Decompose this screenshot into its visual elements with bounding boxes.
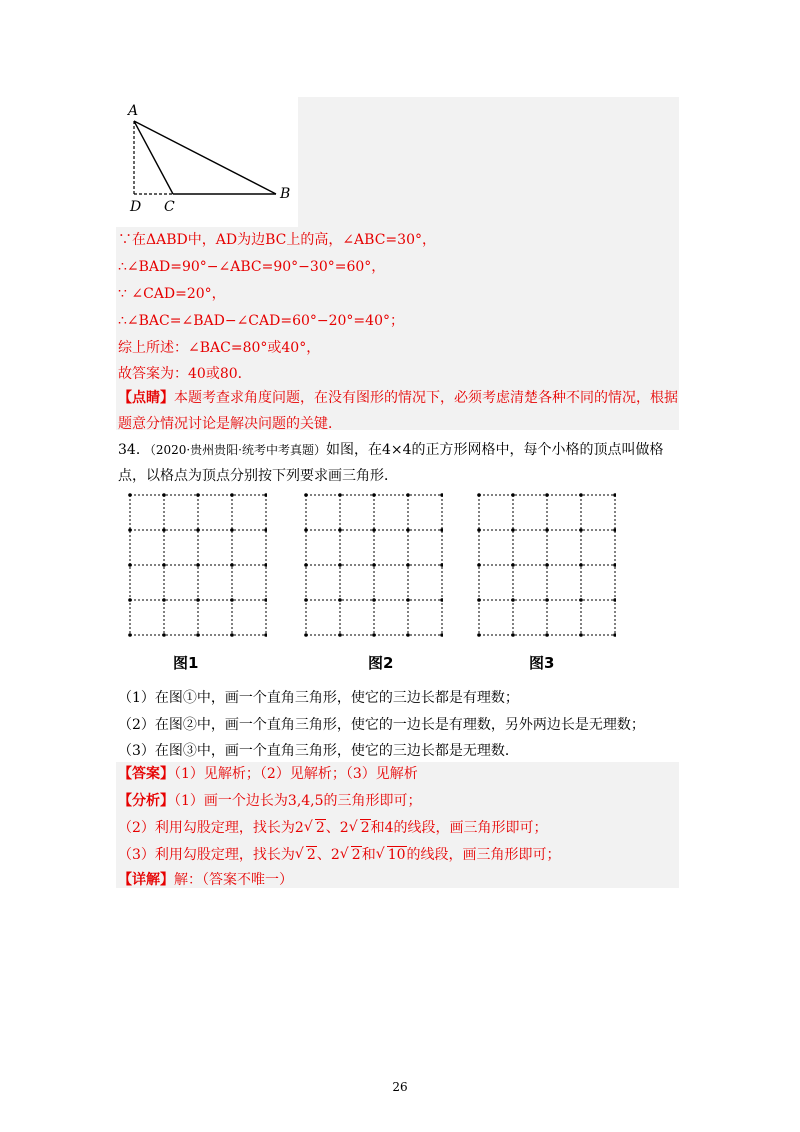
grid-point: [511, 598, 515, 602]
figure-caption-1: 图1: [173, 654, 199, 672]
grid-point: [613, 598, 616, 602]
grid-point: [579, 598, 583, 602]
grid-point: [511, 563, 515, 567]
analysis-tag: 【分析】: [118, 793, 174, 809]
grid-figure-3: [476, 490, 616, 640]
grid-point: [304, 598, 308, 602]
grid-point: [477, 563, 481, 567]
grid-point: [304, 528, 308, 532]
analysis-text-2: （2）利用勾股定理，找长为: [118, 820, 295, 836]
solution-panel: [298, 97, 679, 227]
vertex-label-c: C: [164, 199, 175, 215]
grid-point: [613, 528, 616, 532]
solution-line: ∵在ΔABD中，AD为边BC上的高，∠ABC=30°，: [118, 232, 436, 248]
comment-text: 本题考查求角度问题，在没有图形的情况下，必须考虑清楚各种不同的情况，根据题意分情况讨论是解决问题的关键．: [118, 390, 678, 432]
grid-point: [372, 598, 376, 602]
radicand: 10: [387, 847, 406, 863]
grid-point: [579, 633, 583, 637]
sqrt: [349, 818, 371, 838]
grid-point: [440, 633, 443, 637]
vertex-label-b: B: [280, 186, 291, 202]
grid-point: [230, 563, 234, 567]
grid-figure-1: [127, 490, 267, 640]
grid-point: [613, 563, 616, 567]
sqrt: [376, 845, 407, 865]
sqrt: [304, 818, 326, 838]
analysis-text-3-end: 的线段，画三角形即可；: [406, 847, 561, 863]
grid-point: [511, 493, 515, 497]
grid-point: [440, 493, 443, 497]
vertex-label-a: A: [128, 103, 139, 119]
grid-point: [545, 598, 549, 602]
grid-point: [545, 528, 549, 532]
sqrt: [340, 845, 362, 865]
part-3: （3）在图③中，画一个直角三角形，使它的三边长都是无理数．: [118, 743, 519, 759]
grid-point: [440, 563, 443, 567]
answer-tag: 【答案】: [118, 766, 174, 782]
grid-point: [304, 493, 308, 497]
side-ab: [134, 121, 276, 194]
coef: 2: [339, 820, 349, 836]
figure-caption-3: 图3: [529, 654, 555, 672]
grid-point: [230, 633, 234, 637]
grid-point: [338, 598, 342, 602]
solution-line: 故答案为：40或80．: [118, 366, 252, 382]
grid-point: [477, 493, 481, 497]
grid-point: [196, 493, 200, 497]
grid-point: [372, 493, 376, 497]
analysis-text-2-end: 和4的线段，画三角形即可；: [370, 820, 548, 836]
grid-point: [128, 528, 132, 532]
grid-point: [264, 528, 267, 532]
grid-point: [162, 528, 166, 532]
grid-point: [162, 563, 166, 567]
grid-point: [579, 493, 583, 497]
grid-point: [338, 528, 342, 532]
solution-line: 综上所述：∠BAC=80°或40°，: [118, 340, 321, 356]
grid-point: [372, 633, 376, 637]
analysis-line-2: [118, 818, 548, 838]
coef: 2: [294, 820, 304, 836]
detail-text: 解：（答案不唯一）: [174, 872, 293, 888]
detail-tag: 【详解】: [118, 872, 174, 888]
grid-point: [230, 598, 234, 602]
question-block: [118, 437, 678, 489]
radicand: 2: [351, 847, 361, 863]
grid-point: [264, 493, 267, 497]
triangle-figure: [118, 97, 298, 219]
grid-point: [196, 633, 200, 637]
grid-point: [338, 493, 342, 497]
comment-block: [118, 385, 678, 437]
radicand: 2: [360, 820, 370, 836]
grid-point: [230, 493, 234, 497]
grid-point: [372, 563, 376, 567]
grid-point: [511, 633, 515, 637]
grid-point: [613, 633, 616, 637]
grid-point: [128, 633, 132, 637]
grid-point: [545, 633, 549, 637]
solution-line: ∵ ∠CAD=20°，: [118, 286, 226, 302]
grid-point: [304, 563, 308, 567]
grid-point: [162, 493, 166, 497]
grid-point: [477, 528, 481, 532]
grid-point: [162, 633, 166, 637]
detail-line: [118, 870, 293, 890]
analysis-line-3: [118, 845, 561, 865]
grid-point: [477, 598, 481, 602]
grid-point: [264, 563, 267, 567]
figure-caption-2: 图2: [368, 654, 394, 672]
sep: 、: [316, 847, 331, 863]
comment-tag: 【点睛】: [118, 390, 174, 406]
grid-figure-2: [303, 490, 443, 640]
grid-point: [613, 493, 616, 497]
question-text: 如图，在4×4的正方形网格中，每个小格的顶点叫做格点，以格点为顶点分别按下列要求画三角形．: [118, 442, 664, 484]
grid-point: [406, 633, 410, 637]
grid-point: [196, 528, 200, 532]
grid-point: [196, 563, 200, 567]
grid-point: [440, 528, 443, 532]
grid-point: [304, 633, 308, 637]
grid-point: [196, 598, 200, 602]
analysis-line-1: [118, 791, 422, 811]
and: 和: [361, 847, 376, 863]
analysis-text-1: （1）画一个边长为3,4,5的三角形即可；: [174, 793, 422, 809]
grid-point: [406, 528, 410, 532]
answer-text: （1）见解析；（2）见解析；（3）见解析: [174, 766, 418, 782]
grid-point: [372, 528, 376, 532]
radicand: 2: [306, 847, 316, 863]
grid-point: [545, 563, 549, 567]
grid-point: [579, 563, 583, 567]
grid-point: [545, 493, 549, 497]
grid-point: [440, 598, 443, 602]
grid-point: [264, 633, 267, 637]
side-ac: [134, 121, 173, 194]
solution-line: ∴∠BAC=∠BAD−∠CAD=60°−20°=40°；: [118, 313, 404, 329]
grid-point: [406, 493, 410, 497]
grid-point: [128, 598, 132, 602]
grid-point: [579, 528, 583, 532]
grid-point: [338, 633, 342, 637]
sep: 、: [325, 820, 340, 836]
analysis-text-3: （3）利用勾股定理，找长为: [118, 847, 295, 863]
radicand: 2: [315, 820, 325, 836]
grid-point: [128, 493, 132, 497]
sqrt: [295, 845, 317, 865]
vertex-label-d: D: [130, 199, 142, 215]
grid-point: [406, 598, 410, 602]
grid-point: [128, 563, 132, 567]
question-source: （2020·贵州贵阳·统考中考真题）: [149, 443, 326, 457]
grid-point: [338, 563, 342, 567]
page-number: 26: [392, 1080, 408, 1094]
grid-point: [264, 598, 267, 602]
grid-point: [406, 563, 410, 567]
grid-point: [477, 633, 481, 637]
answer-line: [118, 764, 418, 784]
grid-point: [511, 528, 515, 532]
question-number: 34．: [118, 442, 150, 458]
grid-point: [230, 528, 234, 532]
grid-point: [162, 598, 166, 602]
part-1: （1）在图①中，画一个直角三角形，使它的三边长都是有理数；: [118, 690, 519, 706]
solution-line: ∴∠BAD=90°−∠ABC=90°−30°=60°，: [118, 259, 386, 275]
coef: 2: [330, 847, 340, 863]
part-2: （2）在图②中，画一个直角三角形，使它的一边长是有理数，另外两边长是无理数；: [118, 717, 645, 733]
